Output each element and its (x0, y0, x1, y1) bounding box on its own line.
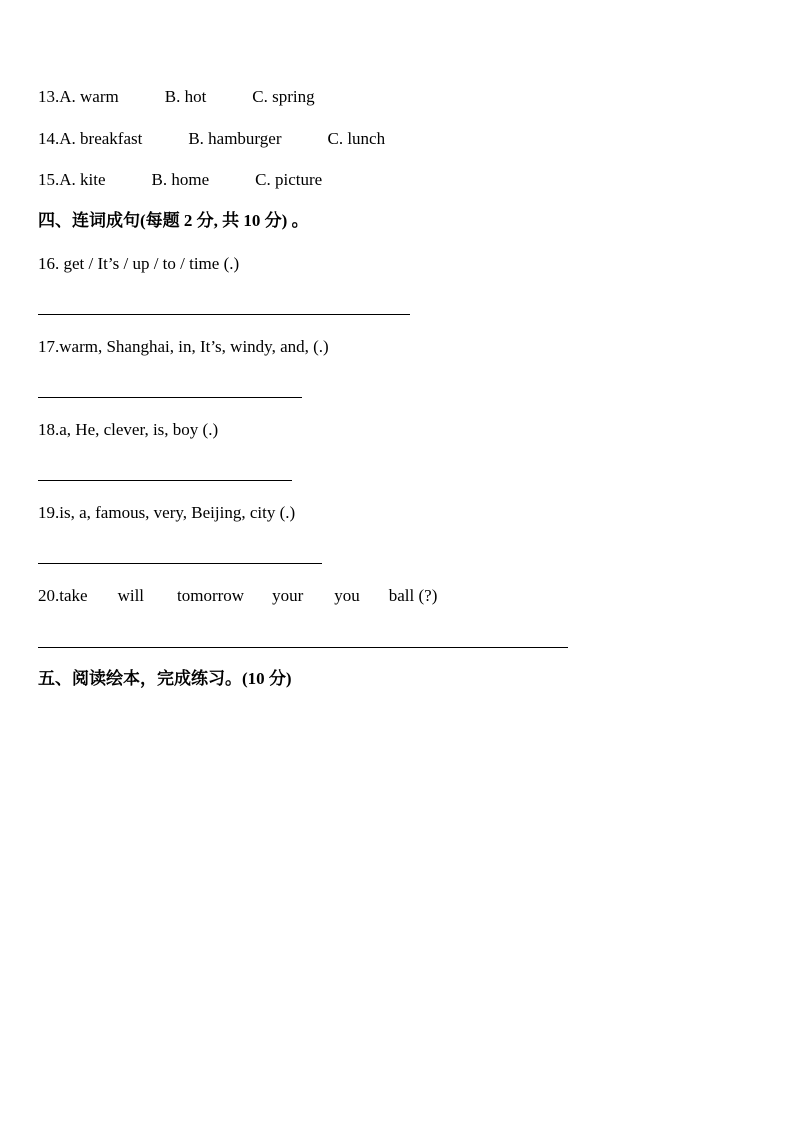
answer-line-19[interactable] (38, 563, 322, 564)
option-b: B. hot (164, 87, 207, 106)
option-a: A. kite (59, 170, 106, 189)
question-18: 18.a, He, clever, is, boy (.) (38, 420, 219, 439)
word: will (117, 586, 145, 605)
word: your (272, 586, 304, 605)
option-c: C. spring (252, 87, 315, 106)
word: take (59, 586, 88, 605)
option-c: C. lunch (327, 129, 386, 148)
answer-line-17[interactable] (38, 397, 302, 398)
option-a: A. breakfast (59, 129, 143, 148)
question-13 (38, 87, 315, 107)
option-a: A. warm (59, 87, 119, 106)
answer-line-20[interactable] (38, 647, 568, 648)
answer-line-16[interactable] (38, 314, 410, 315)
section-5-heading: 五、阅读绘本，完成练习。(10 分) (38, 669, 292, 688)
question-17: 17.warm, Shanghai, in, It’s, windy, and, (.) (38, 337, 329, 356)
section-4-heading: 四、连词成句(每题 2 分, 共 10 分) 。 (38, 211, 309, 230)
question-16: 16. get / It’s / up / to / time (.) (38, 254, 240, 273)
question-number: 15. (38, 170, 60, 189)
word: ball (?) (388, 586, 438, 605)
option-b: B. hamburger (188, 129, 282, 148)
question-14 (38, 129, 385, 149)
option-b: B. home (151, 170, 210, 189)
question-20 (38, 586, 437, 606)
answer-line-18[interactable] (38, 480, 292, 481)
question-number: 20. (38, 586, 60, 605)
word: tomorrow (177, 586, 245, 605)
question-19: 19.is, a, famous, very, Beijing, city (.) (38, 503, 296, 522)
question-15 (38, 170, 322, 190)
option-c: C. picture (255, 170, 323, 189)
question-number: 14. (38, 129, 60, 148)
question-number: 13. (38, 87, 60, 106)
word: you (334, 586, 360, 605)
